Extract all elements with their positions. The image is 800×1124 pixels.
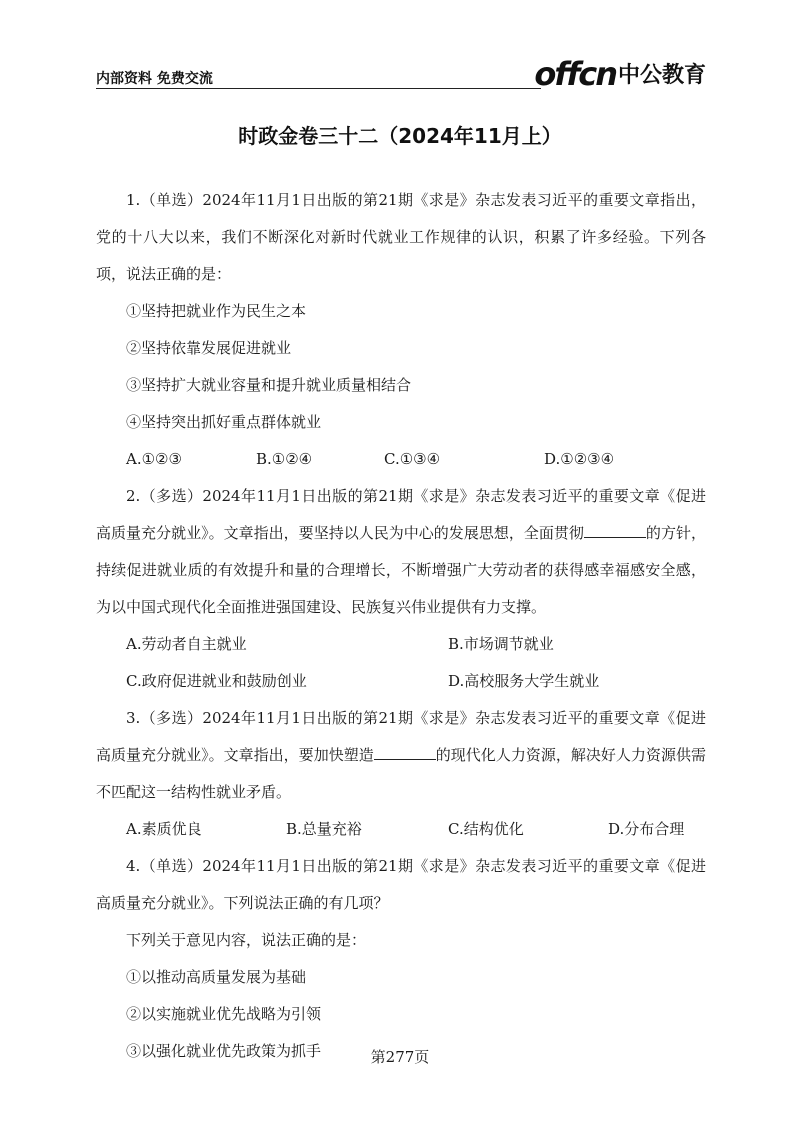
q3-option-d: D.分布合理: [608, 820, 685, 838]
q3-option-c: C.结构优化: [448, 820, 524, 838]
q1-item-4: ④坚持突出抓好重点群体就业: [126, 413, 322, 431]
q4-sub-stem: 下列关于意见内容，说法正确的是：: [126, 931, 367, 949]
q1-item-1: ①坚持把就业作为民生之本: [126, 302, 307, 320]
q4-item-3: ③以强化就业优先政策为抓手: [126, 1042, 322, 1060]
q1-option-a: A.①②③: [126, 450, 182, 468]
q3-option-b: B.总量充裕: [286, 820, 362, 838]
q3-stem-part-2: 的现代化人力资源，解决好人力资源供需不匹配这一结构性就业矛盾。: [96, 746, 706, 801]
page-title: 时政金卷三十二（2024年11月上）: [238, 124, 562, 148]
q1-options: [96, 441, 706, 478]
offcn-logo: [534, 55, 706, 93]
q2-option-c: C.政府促进就业和鼓励创业: [126, 672, 307, 690]
q3-options: [96, 811, 706, 848]
q1-item-2: ②坚持依靠发展促进就业: [126, 339, 292, 357]
header-label: 内部资料 免费交流: [96, 71, 213, 87]
q1-option-c: C.①③④: [384, 450, 441, 468]
q1-item-3: ③坚持扩大就业容量和提升就业质量相结合: [126, 376, 412, 394]
logo-cn-text: 中公教育: [617, 63, 706, 88]
q4-item-1: ①以推动高质量发展为基础: [126, 968, 307, 986]
page-number: 第277页: [370, 1048, 430, 1066]
header-rule: [96, 88, 541, 89]
q3-blank: [374, 745, 436, 760]
q2-option-a: A.劳动者自主就业: [126, 635, 247, 653]
question-2-stem: [96, 478, 706, 626]
q2-options-row-2: [96, 663, 706, 700]
q2-stem-part-1: 2.（多选）2024年11月1日出版的第21期《求是》杂志发表习近平的重要文章《促进高质量充分就业》。文章指出，要坚持以人民为中心的发展思想，全面贯彻: [96, 487, 706, 542]
q1-option-b: B.①②④: [256, 450, 313, 468]
logo-en-text: offcn: [534, 55, 616, 93]
q2-blank: [584, 523, 646, 538]
q3-stem-part-1: 3.（多选）2024年11月1日出版的第21期《求是》杂志发表习近平的重要文章《促进高质量充分就业》。文章指出，要加快塑造: [96, 709, 706, 764]
q2-option-b: B.市场调节就业: [448, 635, 554, 653]
q1-option-d: D.①②③④: [544, 450, 615, 468]
q3-option-a: A.素质优良: [126, 820, 202, 838]
q2-stem-part-2: 的方针，持续促进就业质的有效提升和量的合理增长，不断增强广大劳动者的获得感幸福感安全感，为以中国式现代化全面推进强国建设、民族复兴伟业提供有力支撑。: [96, 524, 706, 616]
q4-item-2: ②以实施就业优先战略为引领: [126, 1005, 322, 1023]
question-1-stem: 1.（单选）2024年11月1日出版的第21期《求是》杂志发表习近平的重要文章指出，党的十八大以来，我们不断深化对新时代就业工作规律的认识，积累了许多经验。下列各项，说法正确的是：: [96, 191, 706, 283]
question-4-stem: 4.（单选）2024年11月1日出版的第21期《求是》杂志发表习近平的重要文章《促进高质量充分就业》。下列说法正确的有几项？: [96, 857, 706, 912]
page-header: [96, 55, 706, 94]
document-body: [96, 182, 706, 1070]
q2-option-d: D.高校服务大学生就业: [448, 672, 600, 690]
q2-options-row-1: [96, 626, 706, 663]
question-3-stem: [96, 700, 706, 811]
